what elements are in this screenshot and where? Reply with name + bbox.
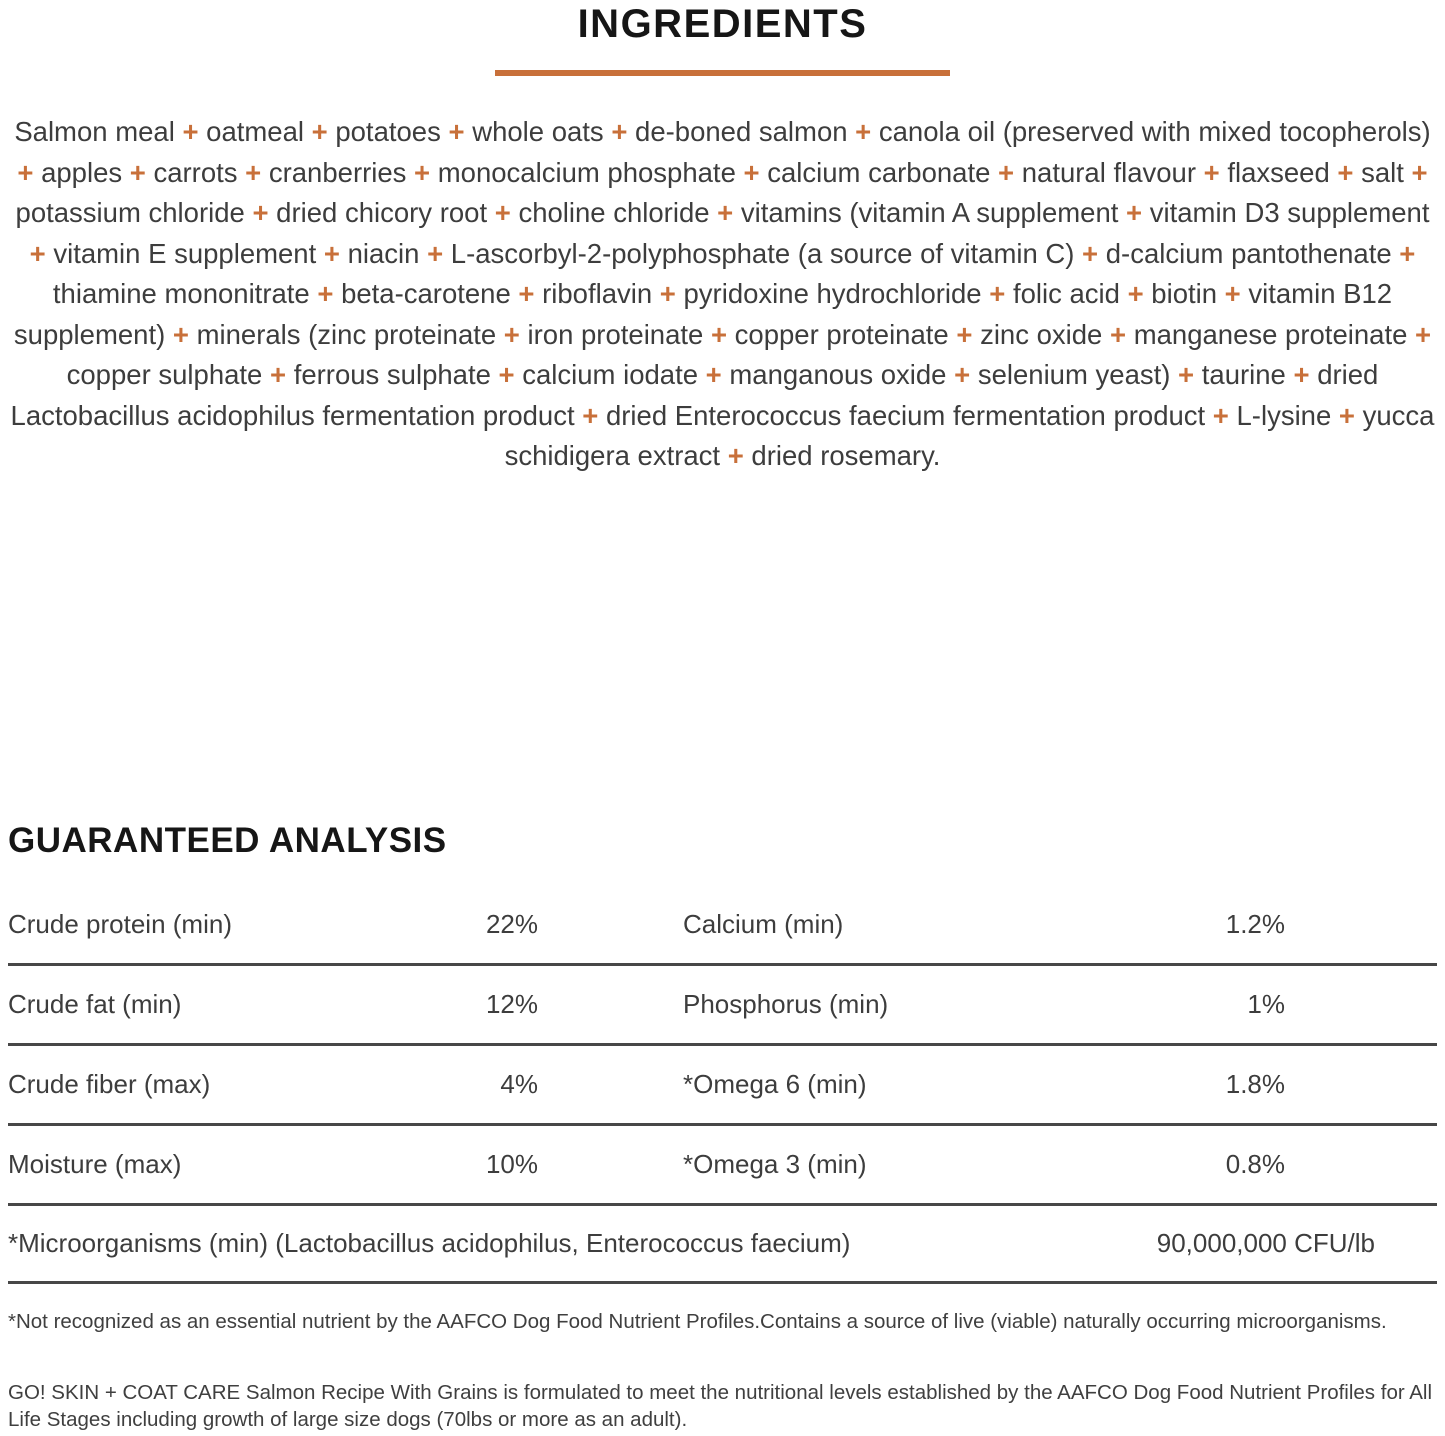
nutrient-label: Crude fat (min) [8,988,182,1019]
plus-separator-icon: + [174,116,207,147]
plus-separator-icon: + [1403,156,1428,188]
nutrient-label: Crude fiber (max) [8,1068,211,1099]
nutrient-value: 1% [1247,988,1285,1019]
plus-separator-icon: + [698,359,730,390]
nutrient-label: *Microorganisms (min) (Lactobacillus acidophilus, Enterococcus faecium) [8,1227,851,1258]
nutrient-value: 1.8% [1225,1068,1285,1099]
nutrient-label: Crude protein (min) [8,908,232,939]
plus-separator-icon: + [496,318,528,350]
plus-separator-icon: + [262,359,294,390]
plus-separator-icon: + [419,237,451,269]
plus-separator-icon: + [1205,399,1237,431]
plus-separator-icon: + [1331,399,1363,431]
plus-separator-icon: + [1285,359,1318,390]
plus-separator-icon: + [1217,278,1249,309]
plus-separator-icon: + [1102,318,1134,350]
table-row [8,966,1437,1046]
plus-separator-icon: + [309,278,342,309]
nutrient-label: *Omega 3 (min) [683,1148,867,1179]
nutrient-label: *Omega 6 (min) [683,1068,867,1099]
formulation-statement: GO! SKIN + COAT CARE Salmon Recipe With Grains is formulated to meet the nutritional levels established by the AAFCO Dog Food Nutrient Profiles for All Life Stages including growth of large size dogs (70lbs or more as an adult). [8,1380,1433,1431]
ingredients-title: INGREDIENTS [577,2,868,46]
nutrient-label: Calcium (min) [683,908,844,939]
plus-separator-icon: + [490,359,523,390]
plus-separator-icon: + [946,359,978,390]
table-row [8,1046,1437,1126]
nutrient-value: 4% [500,1068,538,1099]
plus-separator-icon: + [29,237,54,269]
table-row-microorganisms [8,1206,1437,1284]
table-cell-pair [8,909,538,940]
table-cell-pair [8,989,538,1020]
plus-separator-icon: + [165,318,197,350]
plus-separator-icon: + [244,197,277,228]
plus-separator-icon: + [1391,237,1416,269]
nutrient-value: 12% [485,988,538,1019]
plus-separator-icon: + [237,156,269,188]
nutrient-value: 1.2% [1225,908,1285,939]
nutrient-label: Moisture (max) [8,1148,182,1179]
plus-separator-icon: + [17,156,42,188]
plus-separator-icon: + [1118,197,1150,228]
product-info-page [0,4,1445,1433]
aafco-footnote: *Not recognized as an essential nutrient by the AAFCO Dog Food Nutrient Profiles.Contains a source of live (viable) naturally occurring microorganisms. [8,1309,1387,1333]
plus-separator-icon: + [1196,156,1228,188]
plus-separator-icon: + [1329,156,1362,188]
plus-separator-icon: + [122,156,154,188]
ingredients-text: Salmon meal + oatmeal + potatoes + whole oats + de-boned salmon + canola oil (preserved with mixed tocopherols) + apples + carrots + cranberries + monocalcium phosphate + calcium carbonate + natural flavour + flaxseed + salt + potassium chloride + dried chicory root + choline chloride + vitamins (vitamin A supplement + vitamin D3 supplement + vitamin E supplement + niacin + L-ascorbyl-2-polyphosphate (a source of vitamin C) + d-calcium pantothenate + thiamine mononitrate + beta-carotene + riboflavin + pyridoxine hydrochloride + folic acid + biotin + vitamin B12 supplement) + minerals (zinc proteinate + iron proteinate + copper proteinate + zinc oxide + manganese proteinate + copper sulphate + ferrous sulphate + calcium iodate + manganous oxide + selenium yeast) + taurine + dried Lactobacillus acidophilus fermentation product + dried Enterococcus faecium fermentation product + L-lysine + yucca schidigera extract + dried rosemary. [10,116,1435,471]
plus-separator-icon: + [440,116,473,147]
nutrient-value: 22% [485,908,538,939]
plus-separator-icon: + [981,278,1013,309]
accent-divider [495,70,950,76]
table-cell-pair [683,989,1285,1020]
plus-separator-icon: + [720,440,752,471]
guaranteed-analysis-title: GUARANTEED ANALYSIS [8,820,447,860]
table-cell-pair [8,1149,538,1180]
table-cell-pair [8,1069,538,1100]
plus-separator-icon: + [603,116,636,147]
nutrient-value: 10% [485,1148,538,1179]
plus-separator-icon: + [735,156,768,188]
plus-separator-icon: + [703,318,735,350]
nutrient-value: 0.8% [1225,1148,1285,1179]
nutrient-label: Phosphorus (min) [683,988,889,1019]
plus-separator-icon: + [510,278,543,309]
plus-separator-icon: + [1074,237,1106,269]
nutrient-value: 90,000,000 CFU/lb [1156,1227,1375,1258]
table-cell-pair [683,1069,1285,1100]
plus-separator-icon: + [304,116,336,147]
plus-separator-icon: + [990,156,1022,188]
plus-separator-icon: + [1407,318,1432,350]
plus-separator-icon: + [406,156,438,188]
table-cell-pair [683,1149,1285,1180]
plus-separator-icon: + [1119,278,1152,309]
guaranteed-analysis-table [8,886,1437,1284]
plus-separator-icon: + [316,237,348,269]
plus-separator-icon: + [652,278,684,309]
plus-separator-icon: + [574,399,606,431]
plus-separator-icon: + [487,197,519,228]
table-row [8,886,1437,966]
table-row [8,1126,1437,1206]
plus-separator-icon: + [709,197,741,228]
plus-separator-icon: + [1170,359,1202,390]
table-cell-pair [683,909,1285,940]
plus-separator-icon: + [948,318,981,350]
plus-separator-icon: + [847,116,879,147]
